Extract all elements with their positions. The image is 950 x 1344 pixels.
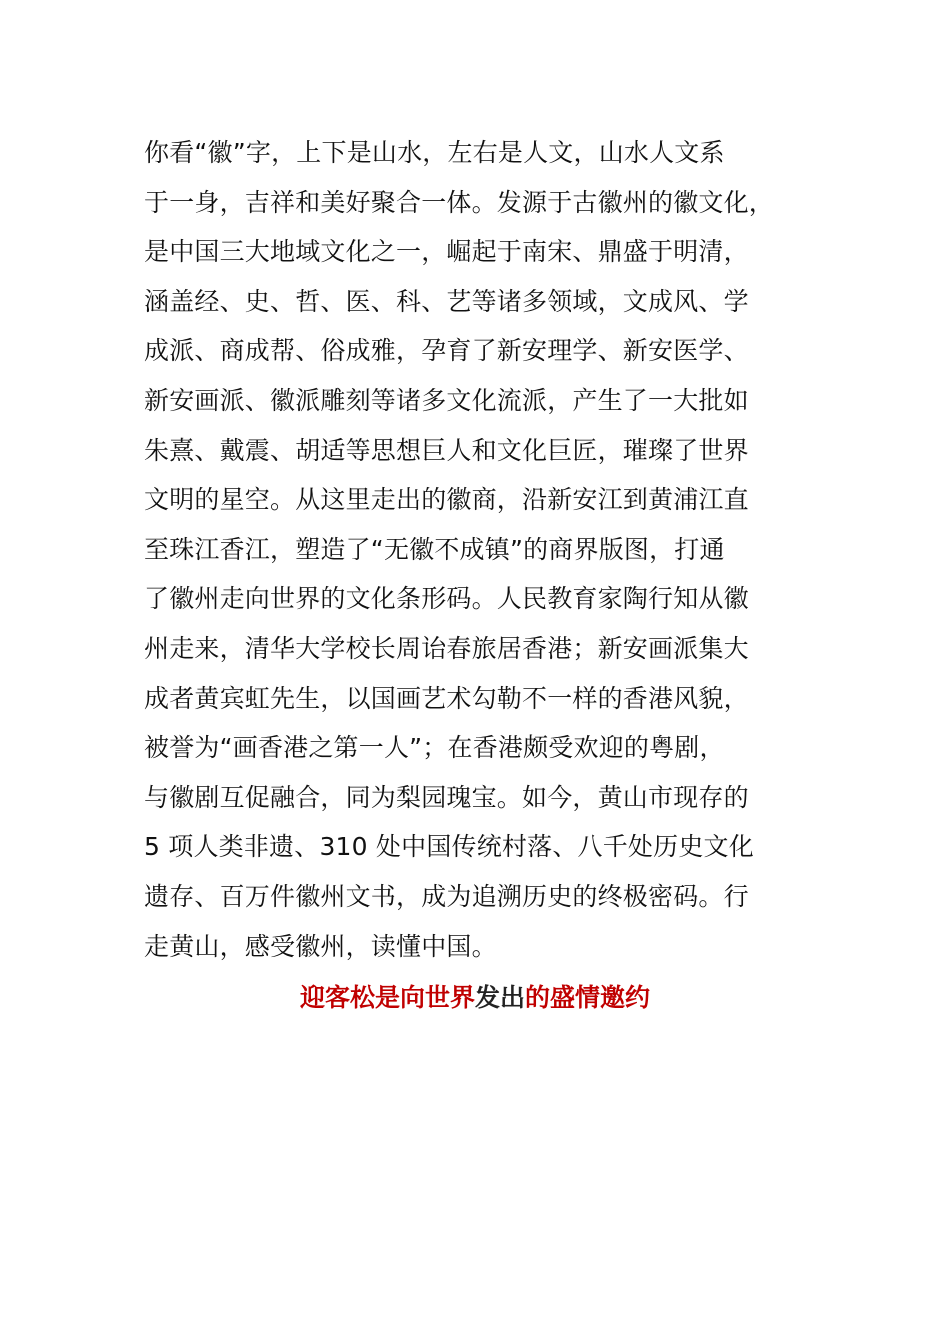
paragraph-line: 涵盖经、史、哲、医、科、艺等诸多领域，文成风、学 — [144, 286, 749, 316]
paragraph-line: 新安画派、徽派雕刻等诸多文化流派，产生了一大批如 — [144, 385, 749, 415]
paragraph-line: 成者黄宾虹先生，以国画艺术勾勒不一样的香港风貌， — [144, 683, 749, 713]
paragraph-line: 文明的星空。从这里走出的徽商，沿新安江到黄浦江直 — [144, 485, 749, 515]
paragraph-line: 走黄山，感受徽州，读懂中国。 — [144, 931, 497, 961]
heading-part-1: 迎客松是向世界 — [299, 983, 475, 1012]
paragraph-line: 5 项人类非遗、310 处中国传统村落、八千处历史文化 — [144, 832, 754, 862]
paragraph-line: 你看“徽”字，上下是山水，左右是人文，山水人文系 — [144, 138, 725, 167]
paragraph-line: 于一身，吉祥和美好聚合一体。发源于古徽州的徽文化， — [144, 187, 775, 217]
paragraph-line: 是中国三大地域文化之一，崛起于南宋、鼎盛于明清， — [144, 237, 749, 267]
body-paragraph — [144, 128, 814, 971]
paragraph-line: 成派、商成帮、俗成雅，孕育了新安理学、新安医学、 — [144, 336, 749, 366]
heading-part-3: 的盛情邀约 — [525, 983, 651, 1012]
section-heading — [0, 976, 950, 1020]
paragraph-line: 州走来，清华大学校长周诒春旅居香港；新安画派集大 — [144, 633, 749, 663]
paragraph-line: 遗存、百万件徽州文书，成为追溯历史的终极密码。行 — [144, 881, 749, 911]
paragraph-line: 了徽州走向世界的文化条形码。人民教育家陶行知从徽 — [144, 584, 749, 614]
paragraph-line: 至珠江香江，塑造了“无徽不成镇”的商界版图，打通 — [144, 534, 725, 564]
heading-part-2: 发出 — [474, 983, 525, 1012]
paragraph-line: 朱熹、戴震、胡适等思想巨人和文化巨匠，璀璨了世界 — [144, 435, 749, 465]
paragraph-line: 与徽剧互促融合，同为梨园瑰宝。如今，黄山市现存的 — [144, 782, 749, 812]
paragraph-line: 被誉为“画香港之第一人”；在香港颇受欢迎的粤剧， — [144, 733, 725, 763]
